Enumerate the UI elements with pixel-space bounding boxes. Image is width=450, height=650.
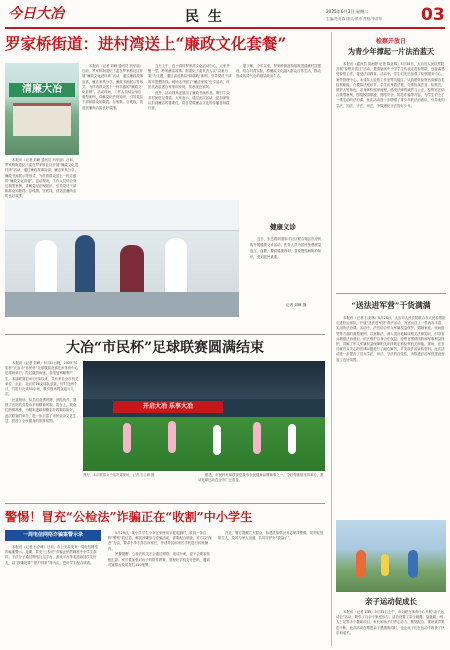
lead-body4: 据了解，今年以来，罗家桥街道持续推进清廉村居建设，结合村湾实际，将廉政文化融入群众日常生活，推动形成风清气正的基层政治生态。: [236, 64, 321, 79]
right1-body: 本报讯（通讯员 周雨婷 记者 陈亚林）5月30日，大冶市人民检察院开展“检察开放日”活动，邀请辖区中小学学生代表走进检察院，近距离感受检察工作，接受法治教育。活动中，学生们先后参观了检察服务中心、案件管理中心、未成年人检察工作室等功能区，认真聆听检察官讲解各类检察职能。在模拟法庭环节，学生们身着法袍，分别扮演法官、检察官、辩护人等角色，亲身体验庭审流程，感受法律的威严与公正。检察官还结合典型案例，围绕校园欺凌、网络安全、防范诈骗等内容，为学生们上了一堂生动的法治课。此次活动进一步增强了青少年的法治意识，引导他们学法、知法、守法、用法，争做遵纪守法的好少年。: [336, 62, 445, 108]
cup-headline: 大冶“市民杯”足球联赛圆满结束: [65, 340, 265, 356]
lead-photo: [5, 63, 79, 155]
fraud-col2: [108, 531, 212, 645]
right2-body: 本报讯（记者 石亚林）5月28日，大冶市人民法院联合市人民检察院走进驻冶部队，开展“送法进军营”普法活动，为官兵送上一堂内容丰富、实用的法治课。活动中，法官结合军人军属权益保护、婚姻家庭、民间借贷等方面的典型案例，以案释法，深入浅出地解读相关法律知识，引导官兵增强法治意识，依法维护自身合法权益。检察官围绕国防和军事利益保护，讲解了军人军属权益保障相关法律规定和检察机关职能。现场，法官还就官兵关心的法律问题进行了耐心解答，并发放法治宣传资料。此次活动进一步提升了官兵学法、用法、守法的自觉性，为推进法治军营建设营造了良好氛围。: [336, 316, 446, 362]
right3-headline: 亲子运动促成长: [365, 597, 417, 606]
cup-photo-player: [213, 425, 221, 455]
masthead-rule: [5, 27, 445, 29]
lead-body-col1: [82, 64, 144, 174]
fraud-body3: 民警提醒：公检法机关不会通过网络、电话办案，更不会要求转账汇款。家长要加强对孩子的防诈教育，管理好手机支付密码，遇到可疑情况及时拨打110报警。: [108, 552, 210, 567]
section-rule: [5, 334, 325, 335]
masthead-logo: 今日大冶: [8, 6, 64, 22]
cup-photo-player: [168, 421, 176, 453]
health-photo-person: [165, 238, 187, 300]
page-number: 03: [421, 5, 445, 25]
lead-body1-cont: 本报讯（记者 刘峰 通讯员 冯华丽）日前，罗家桥街道纪工委在罗家桥社区开展“廉政文化进村湾”活动，通过廉政故事宣讲、廉洁家风分享、廉政书画展示等形式，为村湾群众送上一份丰盛的“廉政文化套餐”。活动现场，工作人员结合身边典型案例，讲解党纪法规知识，引导党员干部和群众知敬畏、存戒惧、守底线，营造崇廉尚洁的良好氛围。: [5, 158, 78, 199]
health-photo-table: [5, 292, 239, 317]
cup-photo-player: [288, 424, 296, 454]
lead-body-col2: [148, 64, 232, 196]
health-photo: [5, 200, 239, 317]
health-photo-person: [35, 240, 57, 300]
cup-body1: 本报讯（记者 刘峰）5月31日晚，2025“体彩杯”大冶市“市民杯”足球联赛决赛在市体育中心足球场举行。经过激烈角逐，各组冠军顺利产生。本届联赛自4月开赛以来，共有来自全市机关单位、企业、社区的16支球队参赛，历时近两个月，共进行比赛50余场，吸引现场观众逾万人次。: [5, 361, 79, 397]
cup-photo-player: [123, 423, 131, 453]
fraud-body4: 在此，警方提醒广大群众，如遇类似情况务必保持警惕，切勿轻信陌生人，及时与家人沟通，共同守护好“钱袋子”。: [218, 531, 324, 541]
column-divider: [331, 32, 332, 646]
cup-body2: 比赛现场，队员们奋勇拼搏、团结协作，展现了良好的竞技水平和精神风貌。看台上，观众们热情高涨，为精彩进球和精彩扑救喝彩叫好。此次联赛的举办，进一步丰富了市民业余文化生活，营造了全民健身的浓厚氛围。: [5, 397, 77, 423]
right1-headline: 为青少年撑起一片法治蓝天: [347, 47, 435, 56]
lead-body-col0: [5, 158, 79, 199]
fraud-tag: 一周电信网络诈骗案警示录: [5, 530, 101, 541]
cup-photo-player: [253, 422, 261, 454]
lead-body3: 此外，活动现场还展出了廉政书画作品，吸引了众多村民驻足观看。大家表示，通过此次活动，更加深刻认识到廉洁的重要性，将自觉做廉洁文化的传播者和践行者。: [148, 90, 230, 111]
fraud-col1: [5, 545, 101, 645]
section-rule: [336, 293, 446, 294]
health-photo-person: [75, 235, 95, 297]
lead-photo-building: [13, 103, 71, 136]
fraud-col3: [218, 531, 325, 645]
right2-headline: “送法进军营”干货满满: [351, 301, 431, 310]
health-title: 健康义诊: [270, 223, 296, 231]
fraud-headline: 警惕！冒充“公检法”诈骗正在“收割”中小学生: [5, 510, 253, 524]
section-rule: [5, 503, 325, 504]
right3-photo: [336, 520, 446, 592]
right3-photo-figure: [356, 550, 366, 578]
cup-photo-stands: [83, 361, 325, 399]
lead-photo-banner: 清廉大冶: [9, 83, 75, 97]
right3-photo-figure: [408, 550, 418, 578]
cup-body3: 据悉，市民杯足球联赛是我市全民健身品牌赛事之一，今后将继续坚持举办，推动足球运动在全市广泛普及。: [198, 473, 324, 483]
right1-kicker: 检察开放日: [375, 38, 406, 45]
right3-photo-figure: [381, 554, 389, 576]
health-photo-wall: [5, 200, 239, 231]
lead-body1: 本报讯（记者 刘峰 通讯员 冯华丽）日前，罗家桥街道纪工委在罗家桥社区开展“廉政文化进村湾”活动，通过廉政故事宣讲、廉洁家风分享、廉政书画展示等形式，为村湾群众送上一份丰盛的“廉政文化套餐”。活动现场，工作人员结合身边典型案例，讲解党纪法规知识，引导党员干部和群众知敬畏、存戒惧、守底线，营造崇廉尚洁的良好氛围。: [82, 64, 144, 110]
cup-caption: 图为，本次联赛女子组决赛现场。记者 石立峰 摄: [83, 473, 155, 477]
fraud-body2: 5月29日，某小学学生小李在家使用平板电脑时，收到一条自称“警察”的信息，称其涉嫌参与诈骗活动，需要配合调查。对方以“保密”为由，要求小李不得告诉家长，并诱导其用家长手机进行转账操作。: [108, 531, 212, 551]
health-caption: 近日，东岳路街道和平社区联合辖区医疗机构开展健康义诊活动，医务人员为居民免费测量血压、血糖，提供健康咨询，普及慢性病防治知识，受到居民欢迎。: [250, 237, 322, 259]
cup-photo: [83, 361, 325, 471]
lead-body-col3: [236, 64, 324, 196]
cup-body-right: [198, 473, 325, 499]
health-credit: 记者 刘峰 摄: [286, 303, 307, 307]
editor-credits: 主编/范亮春 版式/蔡彦 责校/李苗华: [326, 17, 383, 21]
lead-headline: 罗家桥街道：进村湾送上“廉政文化套餐”: [5, 34, 287, 53]
section-title: 民 生: [185, 9, 224, 25]
lead-body2: 当日上午，在小湾村罗家湾文化活动中心，大家齐聚一堂，聆听廉洁故事。街道纪工委负责人以“以案为鉴”为主题，通过讲述基层“微腐败”案例，引导党员干部筑牢思想防线。现场还开展了“廉洁家风”分享活动，村民代表讲述自家家训家规，传承优良家风。: [148, 64, 232, 89]
issue-date: 2025年6月3日 星期二: [326, 9, 369, 14]
fraud-body1: 本报讯（记者 石立峰）日前，市公安局发布一周电信网络诈骗案警示。近期，冒充“公检法”诈骗正悄然瞄准中小学生群体。不法分子通过网络社交平台、游戏平台等渠道添加学生好友，以“涉嫌犯罪”“账户异常”等为由，恐吓学生配合调查。: [5, 545, 98, 565]
right3-body: 本报讯（记者 刘峰）5月31日上午，市妇联在体育中心开展“亲子运动会”活动，吸引了百余个家庭参与。活动设置了亲子跳绳、袋鼠跳、两人三足等多个趣味项目，家长和孩子们齐心协力、默契配合，现场欢声笑语不断。此次活动在增进亲子感情的同时，也让孩子们在运动中收获了快乐和成长。: [336, 610, 445, 635]
cup-body-col: [5, 361, 79, 501]
cup-banner: 开启大冶 乐享大冶: [113, 401, 223, 413]
